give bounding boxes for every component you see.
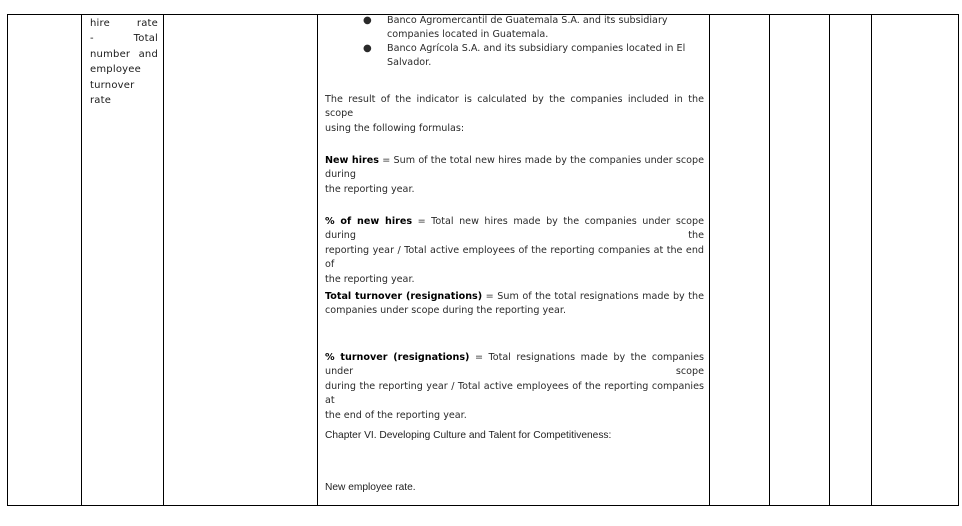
column-divider <box>709 14 710 506</box>
scope-bullet <box>363 14 687 41</box>
formula-line: the reporting year. <box>325 273 415 285</box>
bullet-line: Salvador. <box>387 56 432 68</box>
intro-line: using the following formulas: <box>325 122 465 134</box>
formula-pct-turnover <box>325 351 704 423</box>
formula-term: Total turnover (resignations) <box>325 291 483 302</box>
indicator-name-line: turnover rate <box>90 79 135 106</box>
indicator-name-line: hire rate <box>90 18 158 29</box>
indicator-name-line: number and <box>90 48 158 60</box>
column-divider <box>829 14 830 506</box>
formula-line: reporting year / Total active employees of the reporting companies at the end of <box>325 244 704 271</box>
bullet-icon: ● <box>363 15 372 26</box>
table-bottom-border <box>7 505 959 506</box>
formula-total-turnover <box>325 290 704 319</box>
formula-new-hires <box>325 154 704 197</box>
indicator-name-line: employee <box>90 64 141 76</box>
indicator-name-cell <box>90 16 158 106</box>
new-employee-rate-label: New employee rate. <box>325 482 416 493</box>
scope-bullet <box>363 42 687 69</box>
bullet-icon: ● <box>363 43 372 54</box>
chapter-heading: Chapter VI. Developing Culture and Talent for Competitiveness: <box>325 430 612 441</box>
formula-text: = Total resignations made by the companies under scope <box>325 352 704 378</box>
column-divider <box>871 14 872 506</box>
column-divider <box>958 14 959 506</box>
formula-line: during the reporting year / Total active employees of the reporting companies at <box>325 380 704 407</box>
formula-term: New hires <box>325 155 380 166</box>
formula-text: = Sum of the total resignations made by the <box>482 291 704 302</box>
formula-text: = Total new hires made by the companies under scope during the <box>325 216 704 242</box>
formula-pct-new-hires <box>325 215 704 287</box>
column-divider <box>317 14 318 506</box>
indicator-name-line: - Total <box>90 33 158 45</box>
bullet-line: companies located in Guatemala. <box>387 28 549 40</box>
column-divider <box>7 14 8 506</box>
column-divider <box>163 14 164 506</box>
formula-line: the reporting year. <box>325 183 415 195</box>
formula-term: % turnover (resignations) <box>325 352 470 363</box>
column-divider <box>81 14 82 506</box>
bullet-line: Banco Agromercantil de Guatemala S.A. and its subsidiary <box>387 15 668 26</box>
bullet-line: Banco Agrícola S.A. and its subsidiary companies located in El <box>387 43 686 54</box>
formula-line: companies under scope during the reporting year. <box>325 305 567 317</box>
column-divider <box>769 14 770 506</box>
formula-line: the end of the reporting year. <box>325 409 467 421</box>
formula-text: = Sum of the total new hires made by the companies under scope during <box>325 155 705 181</box>
intro-paragraph <box>325 93 704 136</box>
formula-term: % of new hires <box>325 216 413 227</box>
intro-line: The result of the indicator is calculated by the companies included in the scope <box>325 94 704 120</box>
